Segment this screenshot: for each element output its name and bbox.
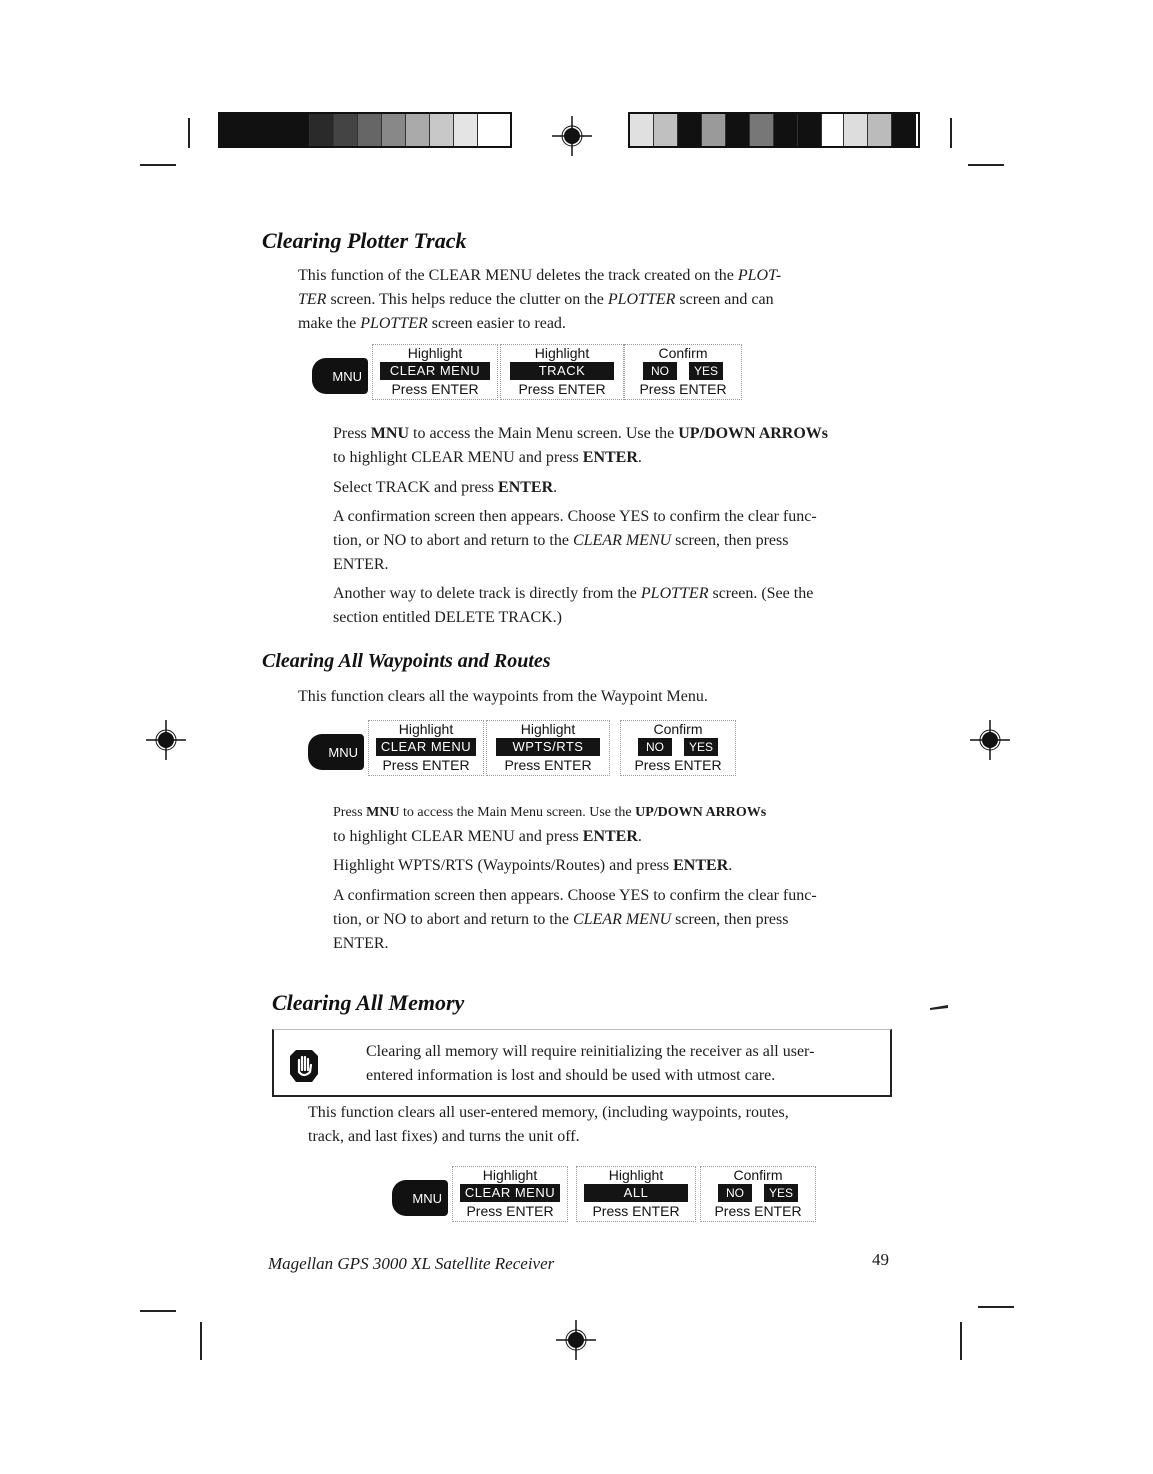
crop-mark xyxy=(188,118,190,148)
page-number: 49 xyxy=(872,1250,889,1269)
plotter-step-3: A confirmation screen then appears. Choose YES to confirm the clear func- tion, or NO to abort and return to the CLEAR MENU screen, then press ENTER. xyxy=(333,508,817,573)
color-bar-right xyxy=(628,112,920,148)
waypoints-step-1: Press MNU to access the Main Menu screen. Use the UP/DOWN ARROWs to highlight CLEAR MENU and press ENTER. xyxy=(333,805,767,845)
crop-mark xyxy=(140,1310,176,1312)
wpts-rts-item[interactable]: WPTS/RTS xyxy=(496,738,600,756)
track-item[interactable]: TRACK xyxy=(510,362,614,380)
no-option[interactable]: NO xyxy=(638,738,672,756)
all-item[interactable]: ALL xyxy=(584,1184,688,1202)
color-bar-left xyxy=(218,112,512,148)
yes-option[interactable]: YES xyxy=(689,362,723,380)
clear-menu-item[interactable]: CLEAR MENU xyxy=(376,738,476,756)
no-option[interactable]: NO xyxy=(718,1184,752,1202)
crop-mark xyxy=(950,118,952,148)
registration-mark-icon xyxy=(146,720,186,760)
plotter-step-4: Another way to delete track is directly from the PLOTTER screen. (See the section entitled DELETE TRACK.) xyxy=(333,585,814,626)
yes-option[interactable]: YES xyxy=(684,738,718,756)
section-heading-memory: Clearing All Memory xyxy=(272,990,465,1015)
crop-mark xyxy=(960,1322,962,1360)
warning-text: Clearing all memory will require reinitializing the receiver as all user- entered information is lost and should be used with utmost care. xyxy=(366,1043,815,1084)
registration-mark-icon xyxy=(556,1320,596,1360)
screen-confirm: Confirm NO YES Press ENTER xyxy=(700,1166,816,1222)
waypoints-menu-flow xyxy=(308,720,738,778)
waypoints-intro: This function clears all the waypoints from the Waypoint Menu. xyxy=(298,688,708,705)
mnu-key[interactable]: MNU xyxy=(312,358,368,394)
memory-intro: This function clears all user-entered memory, (including waypoints, routes, track, and last fixes) and turns the unit off. xyxy=(308,1104,789,1145)
registration-mark-icon xyxy=(552,116,592,156)
plotter-step-1: Press MNU to access the Main Menu screen. Use the UP/DOWN ARROWs to highlight CLEAR MENU and press ENTER. xyxy=(333,425,829,466)
crop-mark xyxy=(200,1322,202,1360)
registration-mark-icon xyxy=(970,720,1010,760)
screen-confirm: Confirm NO YES Press ENTER xyxy=(624,344,742,400)
hand-stop-icon xyxy=(288,1048,320,1084)
screen-highlight-wpts-rts: Highlight WPTS/RTS Press ENTER xyxy=(486,720,610,776)
screen-highlight-clear-menu: Highlight CLEAR MENU Press ENTER xyxy=(368,720,484,776)
screen-confirm: Confirm NO YES Press ENTER xyxy=(620,720,736,776)
crop-mark xyxy=(978,1306,1014,1308)
screen-highlight-all: Highlight ALL Press ENTER xyxy=(576,1166,696,1222)
crop-mark xyxy=(140,164,176,166)
screen-highlight-clear-menu: Highlight CLEAR MENU Press ENTER xyxy=(372,344,498,400)
plotter-intro: This function of the CLEAR MENU deletes the track created on the PLOT- TER screen. This helps reduce the clutter on the PLOTTER screen and can make the PLOTTER screen easier to read. xyxy=(298,267,782,332)
footer-title: Magellan GPS 3000 XL Satellite Receiver xyxy=(268,1254,555,1273)
yes-option[interactable]: YES xyxy=(764,1184,798,1202)
warning-box xyxy=(272,1029,892,1097)
section-heading-plotter: Clearing Plotter Track xyxy=(262,228,467,253)
pencil-mark-icon xyxy=(928,1002,950,1012)
crop-mark xyxy=(968,164,1004,166)
mnu-key[interactable]: MNU xyxy=(392,1180,448,1216)
section-heading-waypoints: Clearing All Waypoints and Routes xyxy=(262,650,551,672)
waypoints-step-3: A confirmation screen then appears. Choose YES to confirm the clear func- tion, or NO to abort and return to the CLEAR MENU screen, then press ENTER. xyxy=(333,887,817,952)
memory-menu-flow xyxy=(392,1166,822,1224)
screen-highlight-track: Highlight TRACK Press ENTER xyxy=(500,344,624,400)
clear-menu-item[interactable]: CLEAR MENU xyxy=(460,1184,560,1202)
screen-highlight-clear-menu: Highlight CLEAR MENU Press ENTER xyxy=(452,1166,568,1222)
waypoints-step-2: Highlight WPTS/RTS (Waypoints/Routes) and press ENTER. xyxy=(333,857,733,874)
plotter-step-2: Select TRACK and press ENTER. xyxy=(333,479,558,496)
plotter-menu-flow xyxy=(312,344,742,402)
no-option[interactable]: NO xyxy=(643,362,677,380)
mnu-key[interactable]: MNU xyxy=(308,734,364,770)
clear-menu-item[interactable]: CLEAR MENU xyxy=(380,362,490,380)
